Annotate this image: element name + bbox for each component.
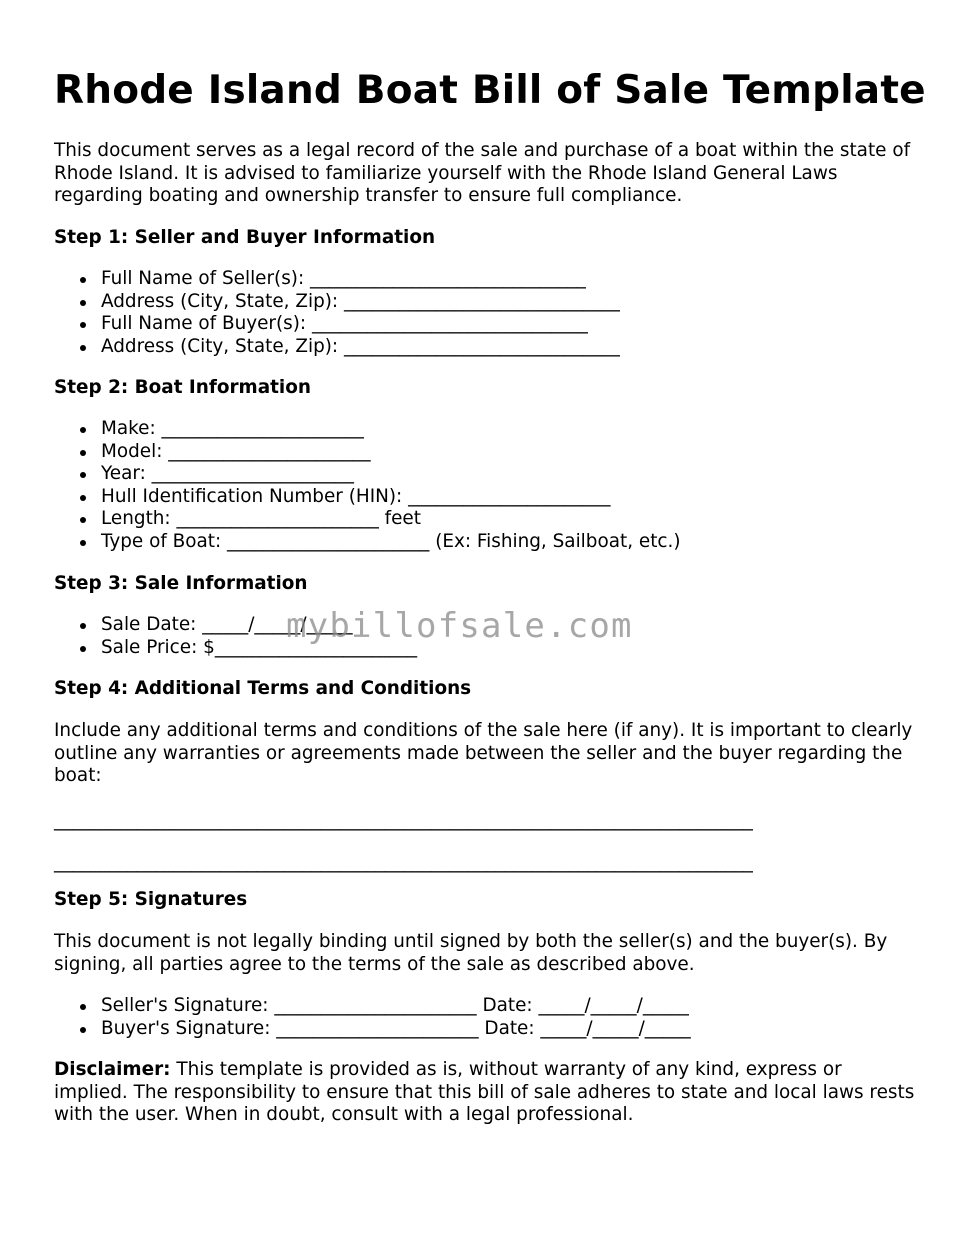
buyer-address-field[interactable]: Address (City, State, Zip): ______________________________ bbox=[54, 336, 620, 359]
step1-list bbox=[54, 268, 620, 358]
step4-paragraph: Include any additional terms and conditions of the sale here (if any). It is important to clearly outline any warranties or agreements made between the seller and the buyer regarding the boat: bbox=[54, 720, 913, 787]
disclaimer-paragraph bbox=[54, 1059, 919, 1127]
watermark-text: mybillofsale.com bbox=[286, 606, 633, 646]
buyer-signature-field[interactable]: Buyer's Signature: ______________________ Date: _____/_____/_____ bbox=[54, 1018, 691, 1041]
boat-type-field[interactable]: Type of Boat: ______________________ (Ex: Fishing, Sailboat, etc.) bbox=[54, 531, 681, 554]
step3-heading: Step 3: Sale Information bbox=[54, 573, 308, 594]
seller-address-field[interactable]: Address (City, State, Zip): ______________________________ bbox=[54, 291, 620, 314]
sale-date-field[interactable]: Sale Date: _____/_____/_____ bbox=[54, 614, 417, 637]
disclaimer-label: Disclaimer: bbox=[54, 1059, 171, 1080]
sale-price-field[interactable]: Sale Price: $______________________ bbox=[54, 637, 417, 660]
seller-name-field[interactable]: Full Name of Seller(s): ______________________________ bbox=[54, 268, 620, 291]
step5-heading: Step 5: Signatures bbox=[54, 889, 248, 910]
step5-paragraph: This document is not legally binding until signed by both the seller(s) and the buyer(s). By signing, all parties agree to the terms of the sale as described above. bbox=[54, 931, 888, 975]
step4-heading: Step 4: Additional Terms and Conditions bbox=[54, 678, 472, 699]
terms-line-2[interactable]: ____________________________________________________________________________ bbox=[54, 852, 753, 873]
page-title: Rhode Island Boat Bill of Sale Template bbox=[54, 68, 926, 113]
boat-model-field[interactable]: Model: ______________________ bbox=[54, 441, 681, 464]
step1-heading: Step 1: Seller and Buyer Information bbox=[54, 227, 436, 248]
boat-make-field[interactable]: Make: ______________________ bbox=[54, 418, 681, 441]
seller-signature-field[interactable]: Seller's Signature: ______________________ Date: _____/_____/_____ bbox=[54, 995, 691, 1018]
terms-line-1[interactable]: ____________________________________________________________________________ bbox=[54, 810, 753, 831]
buyer-name-field[interactable]: Full Name of Buyer(s): ______________________________ bbox=[54, 313, 620, 336]
boat-length-field[interactable]: Length: ______________________ feet bbox=[54, 508, 681, 531]
boat-year-field[interactable]: Year: ______________________ bbox=[54, 463, 681, 486]
step2-list bbox=[54, 418, 681, 554]
disclaimer-text: This template is provided as is, without warranty of any kind, express or implied. The responsibility to ensure that this bill of sale adheres to state and local laws rests with the user. When in doubt, consult with a legal professional. bbox=[54, 1059, 915, 1126]
signatures-list bbox=[54, 995, 691, 1040]
boat-hin-field[interactable]: Hull Identification Number (HIN): ______________________ bbox=[54, 486, 681, 509]
intro-paragraph: This document serves as a legal record of the sale and purchase of a boat within the state of Rhode Island. It is advised to familiarize yourself with the Rhode Island General Laws regarding boating and ownership transfer to ensure full compliance. bbox=[54, 140, 911, 207]
step2-heading: Step 2: Boat Information bbox=[54, 377, 311, 398]
